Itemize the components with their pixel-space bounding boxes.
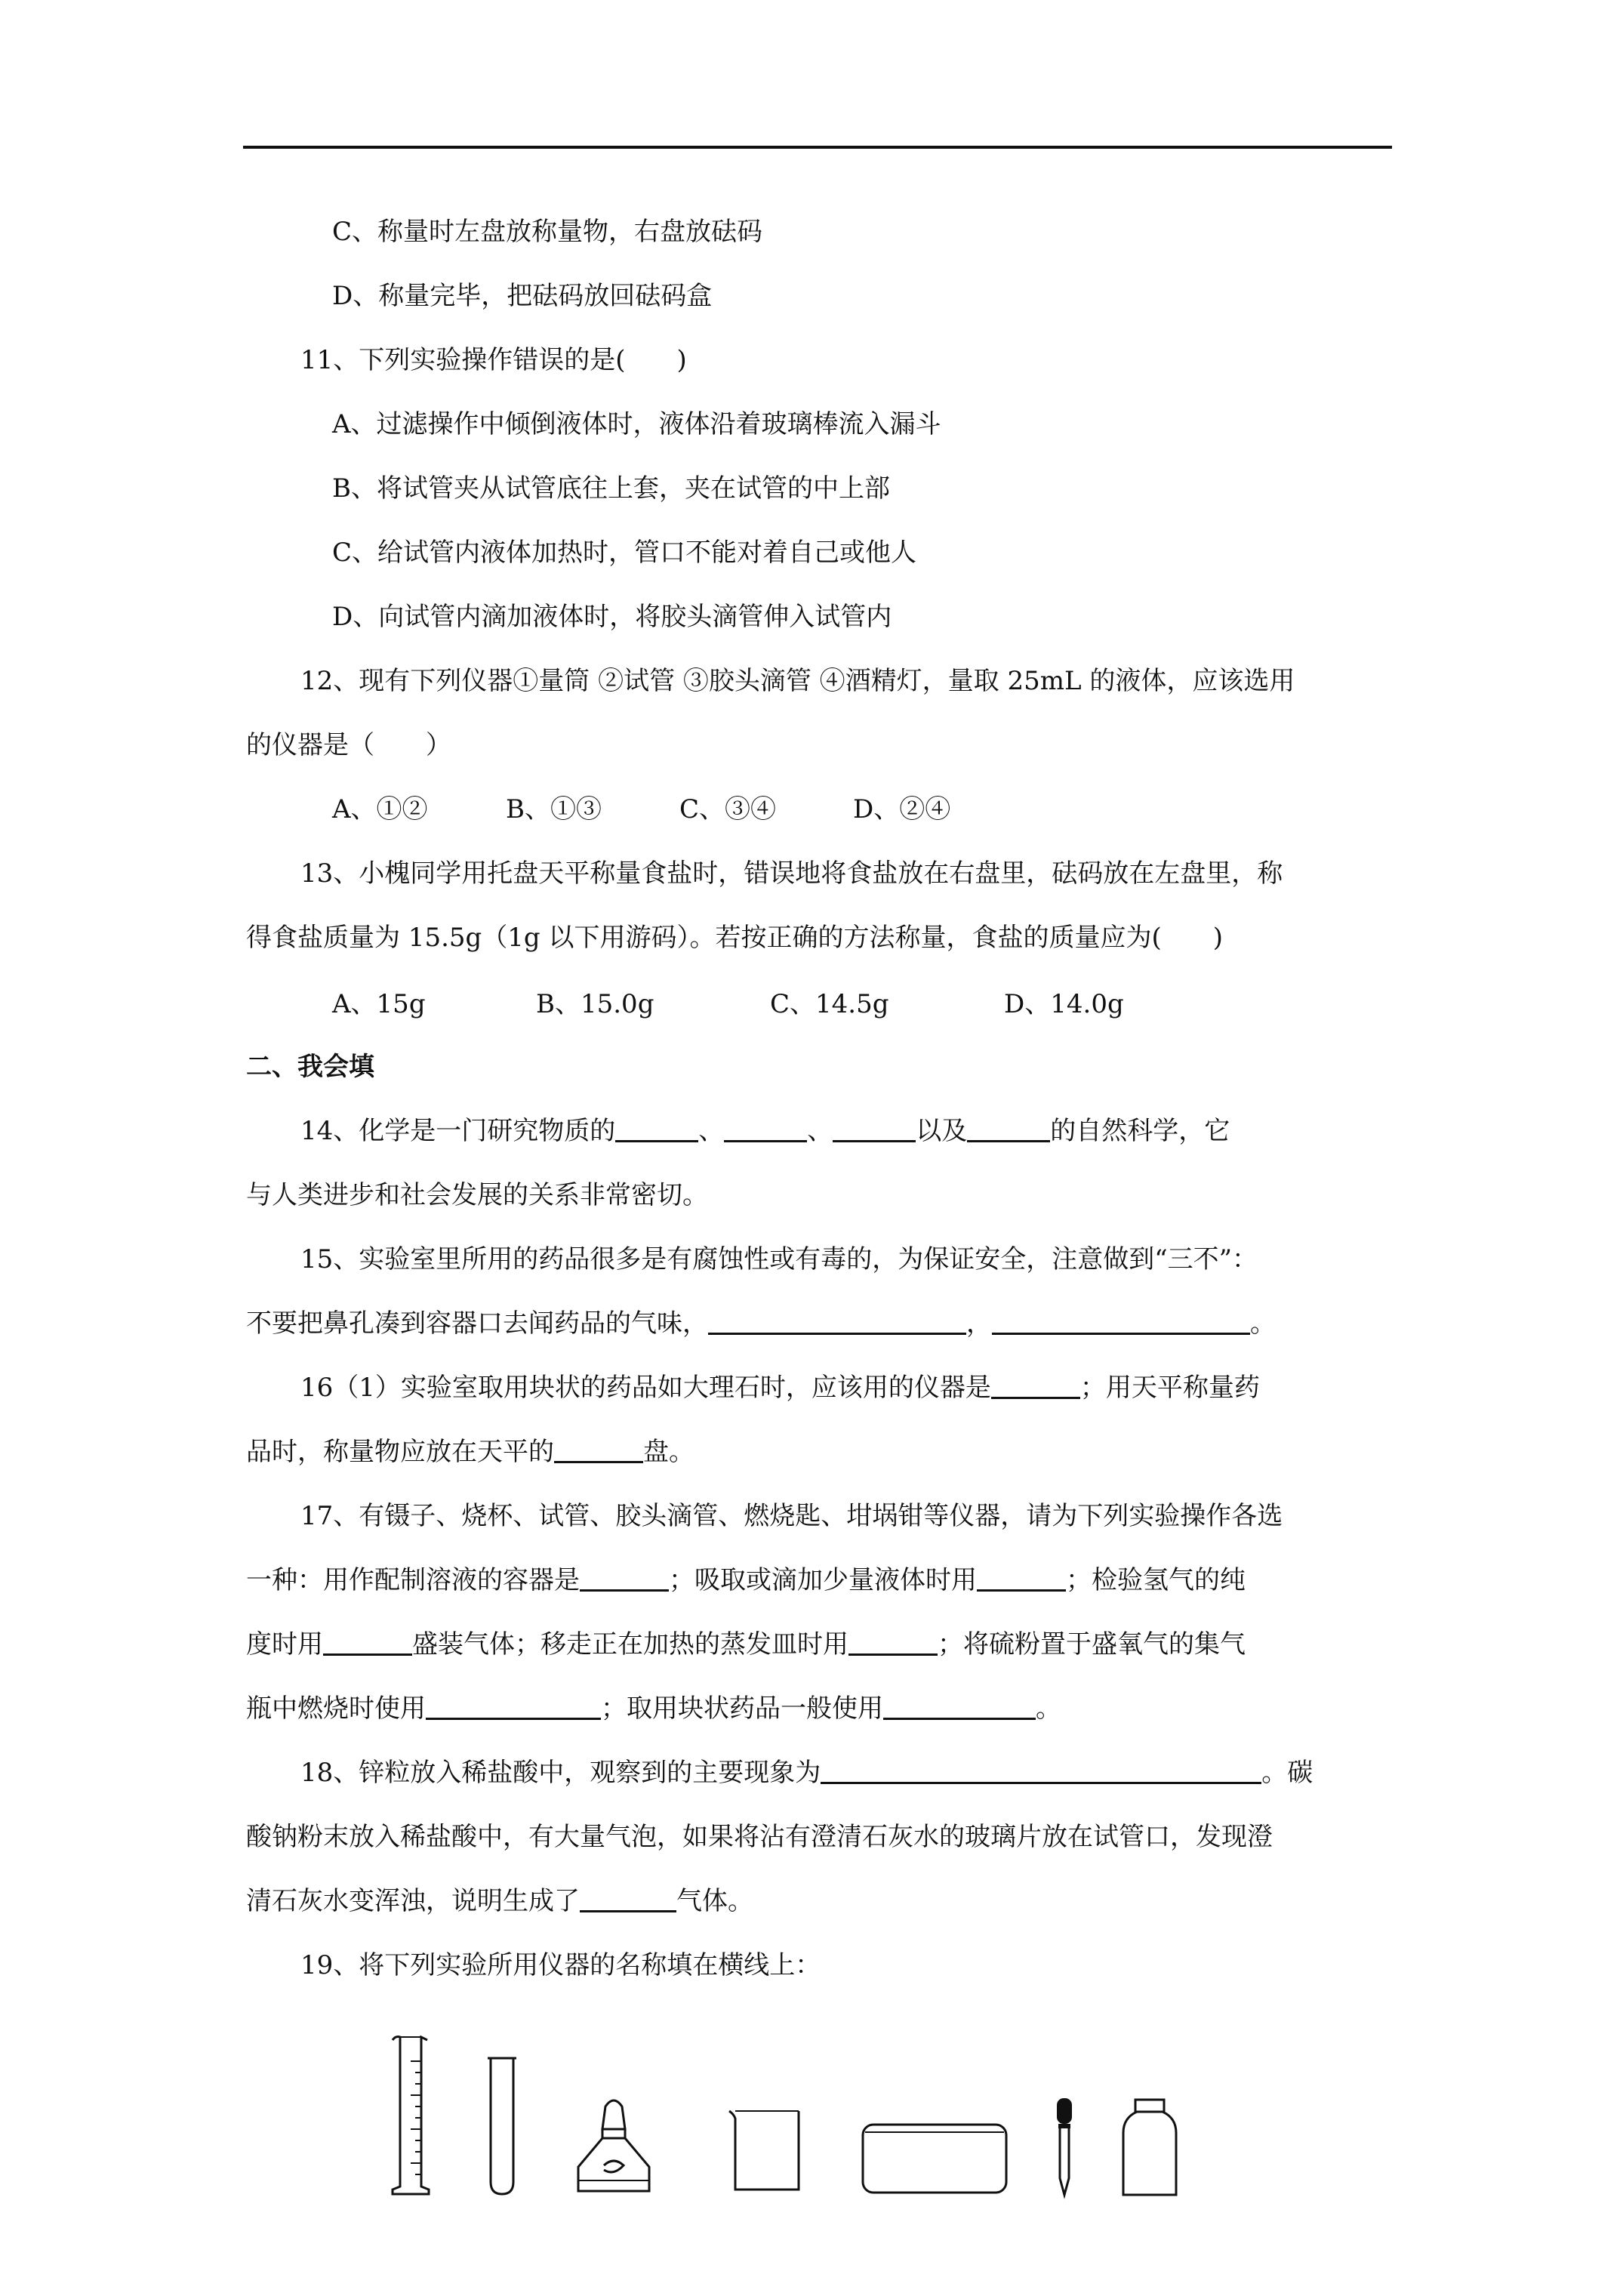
q14-text-4: 以及 — [916, 1116, 968, 1146]
q11-option-a: A、过滤操作中倾倒液体时，液体沿着玻璃棒流入漏斗 — [332, 409, 941, 439]
section-2-title: 二、我会填 — [246, 1052, 374, 1082]
q15-blank-1[interactable] — [708, 1310, 966, 1335]
q17-blank-2[interactable] — [977, 1567, 1066, 1592]
q10-option-c: C、称量时左盘放称量物，右盘放砝码 — [332, 217, 763, 247]
q18-line2: 酸钠粉末放入稀盐酸中，有大量气泡，如果将沾有澄清石灰水的玻璃片放在试管口，发现澄 — [246, 1822, 1273, 1852]
q18-text-1: 18、锌粒放入稀盐酸中，观察到的主要现象为 — [300, 1758, 821, 1788]
q13-option-b: B、15.0g — [536, 989, 654, 1019]
q11-option-d: D、向试管内滴加液体时，将胶头滴管伸入试管内 — [332, 602, 892, 632]
q11-stem: 11、下列实验操作错误的是( ) — [300, 345, 687, 375]
q14-blank-1[interactable] — [615, 1117, 698, 1142]
q14-line1 — [300, 1116, 1230, 1146]
q11-option-c: C、给试管内液体加热时，管口不能对着自己或他人 — [332, 538, 917, 568]
q16-line1 — [300, 1373, 1260, 1403]
q13-stem-line2: 得食盐质量为 15.5g（1g 以下用游码）。若按正确的方法称量，食盐的质量应为( ) — [246, 923, 1224, 953]
test-tube-icon — [483, 2054, 521, 2199]
q17-text-1: 一种：用作配制溶液的容器是 — [246, 1565, 580, 1595]
gas-jar-icon — [1116, 2095, 1184, 2201]
q18-line3 — [246, 1886, 753, 1916]
header-rule — [243, 146, 1392, 149]
q15-text-1: 不要把鼻孔凑到容器口去闻药品的气味， — [246, 1308, 708, 1339]
q14-text-3: 、 — [807, 1116, 833, 1146]
q15-blank-2[interactable] — [992, 1310, 1250, 1335]
q14-line2: 与人类进步和社会发展的关系非常密切。 — [246, 1180, 708, 1210]
dropper-icon — [1049, 2095, 1079, 2201]
q13-option-a: A、15g — [332, 989, 426, 1019]
q16-text-3: 品时，称量物应放在天平的 — [246, 1437, 554, 1467]
q19-stem: 19、将下列实验所用仪器的名称填在横线上： — [300, 1950, 821, 1980]
apparatus-figure — [377, 2031, 1223, 2205]
q15-text-3: 。 — [1250, 1308, 1276, 1339]
q15-line1: 15、实验室里所用的药品很多是有腐蚀性或有毒的，为保证安全，注意做到“三不”： — [300, 1244, 1258, 1274]
q14-text-1: 14、化学是一门研究物质的 — [300, 1116, 616, 1146]
q17-text-8: ；取用块状药品一般使用 — [601, 1693, 883, 1724]
q17-text-6: ；将硫粉置于盛氧气的集气 — [938, 1629, 1246, 1660]
q14-blank-4[interactable] — [967, 1117, 1050, 1142]
q17-line1: 17、有镊子、烧杯、试管、胶头滴管、燃烧匙、坩埚钳等仪器，请为下列实验操作各选 — [300, 1501, 1283, 1531]
q14-text-5: 的自然科学，它 — [1050, 1116, 1230, 1146]
q14-text-2: 、 — [698, 1116, 725, 1146]
q17-text-2: ；吸取或滴加少量液体时用 — [669, 1565, 977, 1595]
q17-text-3: ；检验氢气的纯 — [1066, 1565, 1246, 1595]
q18-blank-2[interactable] — [580, 1888, 676, 1912]
beaker-icon — [725, 2106, 808, 2197]
q17-line3 — [246, 1629, 1246, 1660]
q17-text-5: 盛装气体；移走正在加热的蒸发皿时用 — [412, 1629, 848, 1660]
trough-icon — [859, 2120, 1010, 2199]
q16-text-2: ；用天平称量药 — [1079, 1373, 1260, 1403]
q17-line4 — [246, 1693, 1061, 1724]
q17-blank-3[interactable] — [323, 1631, 412, 1656]
q18-line1 — [300, 1758, 1313, 1788]
q15-line2 — [246, 1308, 1276, 1339]
q12-stem-line1: 12、现有下列仪器①量筒 ②试管 ③胶头滴管 ④酒精灯，量取 25mL 的液体，应该选用 — [300, 666, 1295, 696]
q12-option-d: D、②④ — [853, 794, 951, 824]
q16-text-4: 盘。 — [643, 1437, 694, 1467]
q18-text-4: 气体。 — [676, 1886, 753, 1916]
q17-text-4: 度时用 — [246, 1629, 323, 1660]
q12-option-b: B、①③ — [506, 794, 602, 824]
q10-option-d: D、称量完毕，把砝码放回砝码盒 — [332, 281, 713, 311]
q12-option-c: C、③④ — [679, 794, 777, 824]
alcohol-lamp-icon — [572, 2091, 655, 2197]
q15-text-2: ， — [966, 1308, 992, 1339]
q17-blank-6[interactable] — [883, 1695, 1036, 1720]
q18-text-2: 。碳 — [1261, 1758, 1313, 1788]
q18-blank-1[interactable] — [821, 1759, 1261, 1784]
q14-blank-2[interactable] — [724, 1117, 807, 1142]
q12-stem-line2: 的仪器是（ ） — [246, 730, 451, 760]
q13-options — [332, 989, 1124, 1019]
graduated-cylinder-icon — [387, 2031, 439, 2197]
q12-options — [332, 794, 950, 824]
q17-blank-4[interactable] — [848, 1631, 938, 1656]
q13-stem-line1: 13、小槐同学用托盘天平称量食盐时，错误地将食盐放在右盘里，砝码放在左盘里，称 — [300, 858, 1283, 889]
q13-option-c: C、14.5g — [770, 989, 889, 1019]
q16-line2 — [246, 1437, 694, 1467]
q14-blank-3[interactable] — [833, 1117, 916, 1142]
q18-text-3: 清石灰水变浑浊，说明生成了 — [246, 1886, 580, 1916]
q16-blank-1[interactable] — [991, 1374, 1080, 1399]
q17-blank-5[interactable] — [426, 1695, 601, 1720]
q13-option-d: D、14.0g — [1004, 989, 1124, 1019]
q12-option-a: A、①② — [332, 794, 428, 824]
q11-option-b: B、将试管夹从试管底往上套，夹在试管的中上部 — [332, 473, 890, 504]
q17-blank-1[interactable] — [580, 1567, 669, 1592]
q17-text-7: 瓶中燃烧时使用 — [246, 1693, 426, 1724]
q17-line2 — [246, 1565, 1246, 1595]
q17-text-9: 。 — [1036, 1693, 1061, 1724]
q16-blank-2[interactable] — [554, 1438, 643, 1463]
q16-text-1: 16（1）实验室取用块状的药品如大理石时，应该用的仪器是 — [300, 1373, 991, 1403]
